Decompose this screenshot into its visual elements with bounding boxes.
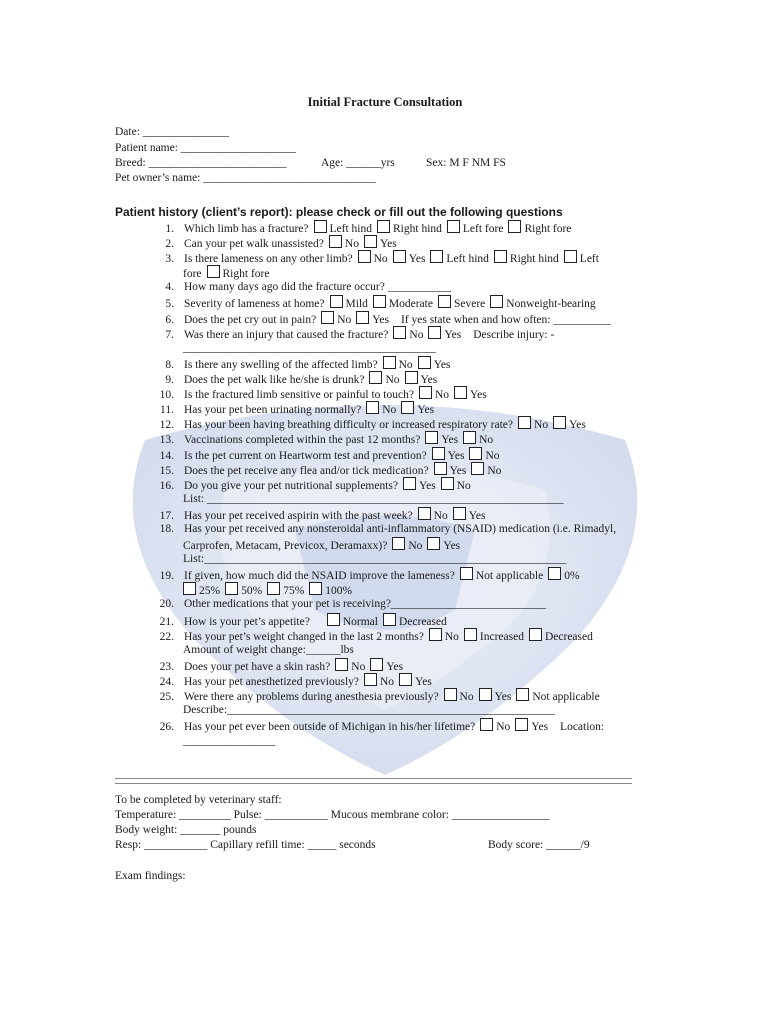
checkbox[interactable] xyxy=(401,401,414,414)
question-text: Does your pet have a skin rash? xyxy=(184,661,331,673)
checkbox[interactable] xyxy=(553,416,566,429)
question-number: 25. xyxy=(159,691,174,703)
checkbox[interactable] xyxy=(393,326,406,339)
question-19-continued xyxy=(178,582,352,598)
checkbox[interactable] xyxy=(425,431,438,444)
nsaid-list-field[interactable]: List:_______________________________________________________________ xyxy=(183,553,567,565)
option-label: Mild xyxy=(345,298,368,310)
question-4 xyxy=(150,280,451,294)
anesthesia-describe-field[interactable]: Describe:_________________________________________________________ xyxy=(183,704,555,716)
question-number: 14. xyxy=(159,450,174,462)
checkbox[interactable] xyxy=(479,688,492,701)
checkbox[interactable] xyxy=(329,235,342,248)
checkbox[interactable] xyxy=(358,250,371,263)
option-label: No xyxy=(485,450,500,462)
option-label: No xyxy=(408,540,423,552)
checkbox[interactable] xyxy=(370,658,383,671)
checkbox[interactable] xyxy=(453,507,466,520)
question-3 xyxy=(150,250,599,266)
question-number: 20. xyxy=(159,598,174,610)
question-text: If given, how much did the NSAID improve the lameness? xyxy=(184,570,455,582)
question-15 xyxy=(150,462,501,478)
question-number: 18. xyxy=(159,523,174,535)
option-label: fore xyxy=(183,268,202,280)
checkbox[interactable] xyxy=(418,356,431,369)
option-label: Right hind xyxy=(393,223,442,235)
checkbox[interactable] xyxy=(403,477,416,490)
checkbox[interactable] xyxy=(383,613,396,626)
option-label: Yes xyxy=(468,510,486,522)
checkbox[interactable] xyxy=(427,537,440,550)
followup-label: Describe injury: - xyxy=(473,329,555,341)
question-number: 5. xyxy=(165,298,174,310)
checkbox[interactable] xyxy=(490,295,503,308)
option-label: Left hind xyxy=(446,253,489,265)
question-text: Has your pet’s weight changed in the last 2 months? xyxy=(184,631,424,643)
option-label: No xyxy=(459,691,474,703)
question-18-continued xyxy=(183,537,460,553)
staff-intro: To be completed by veterinary staff: xyxy=(115,794,282,806)
option-label: No xyxy=(433,510,448,522)
option-label: No xyxy=(351,661,366,673)
question-number: 19. xyxy=(159,570,174,582)
location-field[interactable]: ________________ xyxy=(183,735,275,747)
question-text: Has your pet received aspirin with the past week? xyxy=(184,510,413,522)
question-8 xyxy=(150,356,450,372)
checkbox[interactable] xyxy=(508,220,521,233)
question-number: 16. xyxy=(159,480,174,492)
question-24 xyxy=(150,673,432,689)
checkbox[interactable] xyxy=(419,386,432,399)
option-label: Left hind xyxy=(329,223,373,235)
checkbox[interactable] xyxy=(460,567,473,580)
option-label: Yes xyxy=(379,238,397,250)
question-text: Has your pet been urinating normally? xyxy=(184,404,362,416)
question-number: 21. xyxy=(159,616,174,628)
option-label: Decreased xyxy=(544,631,593,643)
question-18 xyxy=(150,522,616,536)
question-number: 9. xyxy=(165,374,174,386)
question-23 xyxy=(150,658,403,674)
body-score-field[interactable]: Body score: ______/9 xyxy=(488,839,590,851)
checkbox[interactable] xyxy=(377,220,390,233)
section-divider xyxy=(115,778,632,784)
checkbox[interactable] xyxy=(529,628,542,641)
question-text: Has your been having breathing difficulty or increased respiratory rate? xyxy=(184,419,514,431)
checkbox[interactable] xyxy=(225,582,238,595)
checkbox[interactable] xyxy=(418,507,431,520)
checkbox[interactable] xyxy=(463,431,476,444)
question-text: Has your pet received any nonsteroidal anti-inflammatory (NSAID) medication (i.e. Rimadyl, xyxy=(184,523,617,535)
checkbox[interactable] xyxy=(183,582,196,595)
question-text: Severity of lameness at home? xyxy=(184,298,325,310)
owner-name-field[interactable]: Pet owner’s name: ______________________________ xyxy=(115,172,376,184)
checkbox[interactable] xyxy=(399,673,412,686)
question-20 xyxy=(150,597,546,611)
option-label: Left fore xyxy=(462,223,504,235)
page-title: Initial Fracture Consultation xyxy=(307,95,463,109)
followup-field[interactable]: If yes state when and how often: __________ xyxy=(401,314,611,326)
option-label: Right hind xyxy=(509,253,559,265)
checkbox[interactable] xyxy=(309,582,322,595)
checkbox[interactable] xyxy=(564,250,577,263)
question-17 xyxy=(150,507,485,523)
option-label: Yes xyxy=(531,721,549,733)
sex-field[interactable]: Sex: M F NM FS xyxy=(426,157,506,169)
question-text: Vaccinations completed within the past 12 months? xyxy=(184,434,421,446)
checkbox[interactable] xyxy=(464,628,477,641)
resp-crt-field[interactable]: Resp: ___________ Capillary refill time: _____ seconds xyxy=(115,839,376,851)
question-number: 13. xyxy=(159,434,174,446)
checkbox[interactable] xyxy=(438,295,451,308)
question-22 xyxy=(150,628,593,644)
checkbox[interactable] xyxy=(392,537,405,550)
weight-change-field[interactable]: Amount of weight change:______lbs xyxy=(183,644,354,656)
question-text: Is there any swelling of the affected limb? xyxy=(184,359,378,371)
checkbox[interactable] xyxy=(369,371,382,384)
question-10 xyxy=(150,386,487,402)
question-19 xyxy=(150,567,580,583)
option-label: No xyxy=(344,238,359,250)
option-label: Not applicable xyxy=(475,570,544,582)
option-label: No xyxy=(496,721,511,733)
question-5 xyxy=(150,295,596,311)
option-label: Yes xyxy=(417,404,435,416)
question-number: 12. xyxy=(159,419,174,431)
question-text: Do you give your pet nutritional supplements? xyxy=(184,480,398,492)
body-weight-field[interactable]: Body weight: _______ pounds xyxy=(115,824,257,836)
question-number: 7. xyxy=(165,329,174,341)
question-text: Does the pet walk like he/she is drunk? xyxy=(184,374,365,386)
question-number: 17. xyxy=(159,510,174,522)
option-label: Yes xyxy=(415,676,432,688)
question-number: 1. xyxy=(165,223,174,235)
option-label: Right fore xyxy=(524,223,572,235)
checkbox[interactable] xyxy=(366,401,379,414)
option-label: Yes xyxy=(372,314,390,326)
option-label: No xyxy=(487,465,502,477)
describe-injury-field[interactable]: ____________________________________________ xyxy=(183,342,436,354)
option-label: No xyxy=(444,631,459,643)
question-text: Was there an injury that caused the fracture? xyxy=(184,329,389,341)
question-1 xyxy=(150,220,571,236)
question-21 xyxy=(150,613,447,629)
option-label: No xyxy=(380,676,395,688)
option-label: No xyxy=(398,359,413,371)
checkbox[interactable] xyxy=(314,220,327,233)
option-label: 50% xyxy=(241,585,263,597)
question-text[interactable]: How many days ago did the fracture occur? ___________ xyxy=(184,281,451,293)
option-label: 0% xyxy=(564,570,580,582)
question-number: 8. xyxy=(165,359,174,371)
question-number: 6. xyxy=(165,314,174,326)
question-number: 11. xyxy=(160,404,174,416)
question-12 xyxy=(150,416,586,432)
checkbox[interactable] xyxy=(515,718,528,731)
option-label: Yes xyxy=(419,480,436,492)
question-2 xyxy=(150,235,397,251)
question-number: 22. xyxy=(159,631,174,643)
followup-label: Location: xyxy=(560,721,605,733)
temperature-pulse-field[interactable]: Temperature: _________ Pulse: ___________ Mucous membrane color: _________________ xyxy=(115,809,550,821)
question-text: Can your pet walk unassisted? xyxy=(184,238,324,250)
option-label: Nonweight-bearing xyxy=(506,298,596,310)
checkbox[interactable] xyxy=(207,265,220,278)
option-label: Yes xyxy=(447,450,465,462)
exam-findings-label: Exam findings: xyxy=(115,870,186,882)
checkbox[interactable] xyxy=(447,220,460,233)
option-label: No xyxy=(382,404,397,416)
checkbox[interactable] xyxy=(441,477,454,490)
date-field[interactable]: Date: _______________ xyxy=(115,126,230,138)
option-label: Left xyxy=(579,253,599,265)
checkbox[interactable] xyxy=(471,462,484,475)
question-text: How is your pet’s appetite? xyxy=(184,616,310,628)
checkbox[interactable] xyxy=(548,567,561,580)
question-text: Were there any problems during anesthesia previously? xyxy=(184,691,439,703)
checkbox[interactable] xyxy=(454,386,467,399)
question-text[interactable]: Other medications that your pet is receiving?___________________________ xyxy=(184,598,547,610)
question-text: Which limb has a fracture? xyxy=(184,223,309,235)
history-heading: Patient history (client’s report): please check or fill out the following questions xyxy=(115,205,563,219)
question-14 xyxy=(150,447,500,463)
option-label: Yes xyxy=(444,329,462,341)
question-25 xyxy=(150,688,600,704)
question-number: 23. xyxy=(159,661,174,673)
checkbox[interactable] xyxy=(444,688,457,701)
option-label: Yes xyxy=(441,434,459,446)
checkbox[interactable] xyxy=(469,447,482,460)
option-label: Yes xyxy=(569,419,586,431)
option-label: Right fore xyxy=(222,268,270,280)
checkbox[interactable] xyxy=(383,356,396,369)
checkbox[interactable] xyxy=(432,447,445,460)
patient-name-field[interactable]: Patient name: ____________________ xyxy=(115,142,296,154)
option-label: Normal xyxy=(342,616,378,628)
question-number: 24. xyxy=(159,676,174,688)
question-text: Does the pet receive any flea and/or tick medication? xyxy=(184,465,429,477)
option-label: No xyxy=(434,389,449,401)
option-label: Yes xyxy=(420,374,438,386)
question-number: 10. xyxy=(159,389,174,401)
checkbox[interactable] xyxy=(434,462,447,475)
checkbox[interactable] xyxy=(393,250,406,263)
question-26 xyxy=(150,718,604,734)
checkbox[interactable] xyxy=(429,628,442,641)
breed-field[interactable]: Breed: ________________________ xyxy=(115,157,287,169)
checkbox[interactable] xyxy=(516,688,529,701)
question-13 xyxy=(150,431,493,447)
option-label: Not applicable xyxy=(532,691,600,703)
option-label: Increased xyxy=(479,631,524,643)
question-text: Is the pet current on Heartworm test and prevention? xyxy=(184,450,427,462)
checkbox[interactable] xyxy=(335,658,348,671)
option-label: Yes xyxy=(494,691,512,703)
option-label: Severe xyxy=(453,298,486,310)
option-label: Moderate xyxy=(388,298,433,310)
option-label: Yes xyxy=(449,465,467,477)
question-number: 26. xyxy=(159,721,174,733)
age-field[interactable]: Age: ______yrs xyxy=(321,157,395,169)
checkbox[interactable] xyxy=(373,295,386,308)
question-7 xyxy=(150,326,554,342)
checkbox[interactable] xyxy=(428,326,441,339)
question-text: Does the pet cry out in pain? xyxy=(184,314,317,326)
option-label: 25% xyxy=(199,585,221,597)
option-label: Yes xyxy=(433,359,451,371)
supplements-list-field[interactable]: List: ______________________________________________________________ xyxy=(183,493,564,505)
question-number: 4. xyxy=(165,281,174,293)
checkbox[interactable] xyxy=(518,416,531,429)
checkbox[interactable] xyxy=(330,295,343,308)
question-3-continued xyxy=(183,265,269,281)
checkbox[interactable] xyxy=(430,250,443,263)
option-label: Yes xyxy=(470,389,487,401)
question-6 xyxy=(150,311,611,327)
option-label: No xyxy=(479,434,494,446)
option-label: No xyxy=(534,419,549,431)
question-16 xyxy=(150,477,471,493)
question-number: 15. xyxy=(159,465,174,477)
option-label: No xyxy=(385,374,400,386)
question-text: Carprofen, Metacam, Previcox, Deramaxx)? xyxy=(183,540,388,552)
checkbox[interactable] xyxy=(494,250,507,263)
option-label: Decreased xyxy=(398,616,447,628)
question-text: Has your pet ever been outside of Michigan in his/her lifetime? xyxy=(184,721,476,733)
option-label: No xyxy=(373,253,388,265)
option-label: No xyxy=(409,329,424,341)
checkbox[interactable] xyxy=(321,311,334,324)
checkbox[interactable] xyxy=(267,582,280,595)
question-number: 2. xyxy=(165,238,174,250)
checkbox[interactable] xyxy=(405,371,418,384)
option-label: 100% xyxy=(325,585,353,597)
option-label: Yes xyxy=(443,540,461,552)
checkbox[interactable] xyxy=(364,235,377,248)
option-label: Yes xyxy=(408,253,426,265)
option-label: No xyxy=(456,480,471,492)
question-number: 3. xyxy=(165,253,174,265)
option-label: 75% xyxy=(283,585,305,597)
option-label: Yes xyxy=(386,661,404,673)
checkbox[interactable] xyxy=(356,311,369,324)
question-text: Is there lameness on any other limb? xyxy=(184,253,353,265)
checkbox[interactable] xyxy=(480,718,493,731)
question-text: Is the fractured limb sensitive or painful to touch? xyxy=(184,389,414,401)
question-11 xyxy=(150,401,434,417)
checkbox[interactable] xyxy=(327,613,340,626)
question-9 xyxy=(150,371,437,387)
question-text: Has your pet anesthetized previously? xyxy=(184,676,359,688)
checkbox[interactable] xyxy=(364,673,377,686)
option-label: No xyxy=(337,314,352,326)
